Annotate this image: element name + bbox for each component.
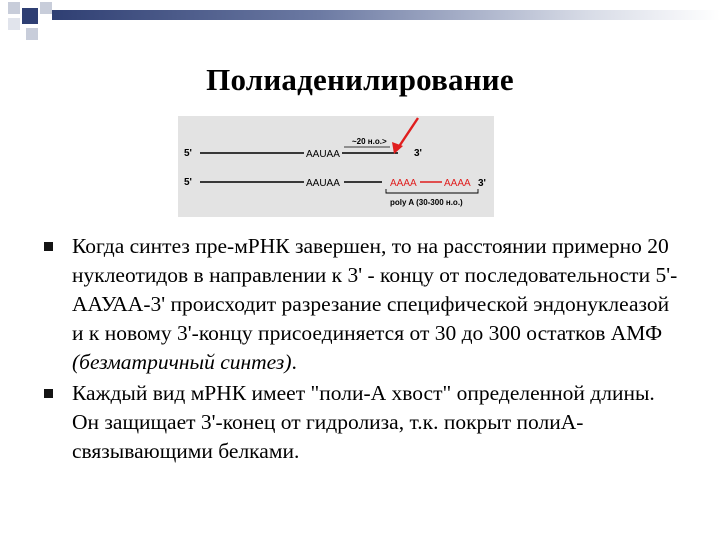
bullet-item	[44, 232, 684, 377]
top-signal-label: AAUAA	[306, 149, 340, 160]
deco-square	[8, 18, 20, 30]
polya-bracket	[386, 189, 478, 193]
top-3prime-label: 3'	[414, 148, 422, 159]
diagram-svg	[178, 116, 494, 217]
polyadenylation-diagram	[178, 116, 494, 217]
distance-label: ~20 н.о.>	[352, 137, 387, 146]
deco-square	[22, 8, 38, 24]
bullet-list	[44, 232, 684, 468]
bullet-text: Когда синтез пре-мРНК завершен, то на расстоянии примерно 20 нуклеотидов в направлении к 3' - концу от последовательности 5'-ААУАА-3' происходит разрезание специфической эндонуклеазой и к новому 3'-концу присоединяется от 30 до 300 остатков АМФ	[72, 234, 678, 345]
cleavage-arrow	[398, 118, 418, 148]
top-5prime-label: 5'	[184, 148, 192, 159]
bottom-3prime-label: 3'	[478, 178, 486, 189]
header-gradient-bar	[52, 10, 720, 20]
polya-tail-a: AAAA	[390, 178, 417, 189]
bullet-end: .	[291, 350, 297, 374]
polya-length-label: poly A (30-300 н.о.)	[390, 198, 463, 207]
polya-tail-b: AAAA	[444, 178, 471, 189]
bullet-item	[44, 379, 684, 466]
bullet-text: Каждый вид мРНК имеет "поли-А хвост" определенной длины. Он защищает 3'-конец от гидролиза, т.к. покрыт полиА-связывающими белками.	[72, 381, 655, 463]
deco-square	[8, 2, 20, 14]
deco-square	[26, 28, 38, 40]
bullet-square-icon	[44, 242, 53, 251]
deco-square	[40, 2, 52, 14]
bottom-signal-label: AAUAA	[306, 178, 340, 189]
bottom-5prime-label: 5'	[184, 177, 192, 188]
bullet-square-icon	[44, 389, 53, 398]
slide-title: Полиаденилирование	[206, 62, 514, 97]
bullet-italic-note: (безматричный синтез)	[72, 350, 292, 374]
